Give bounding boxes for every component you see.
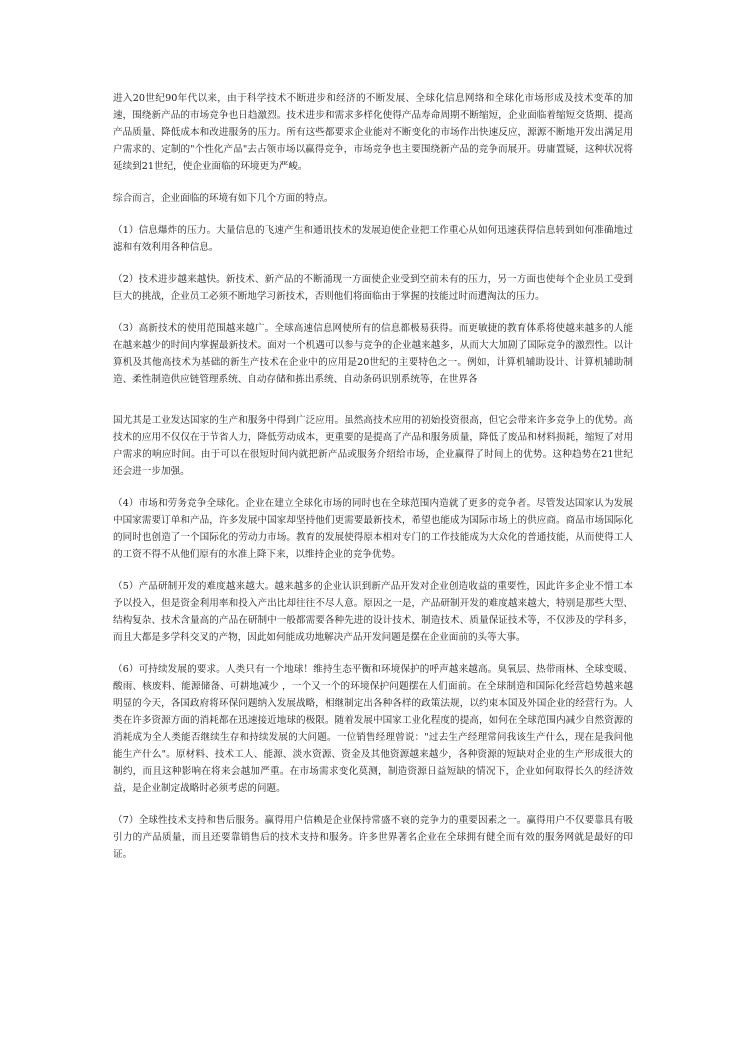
document-body: [113, 90, 633, 863]
paragraph-point-3-part-1: （3）高新技术的使用范围越来越广。全球高速信息网使所有的信息都极易获得。而更敏捷的教育体系将使越来越多的人能在越来越少的时间内掌握最新技术。面对一个机遇可以参与竞争的企业越来越多，从而大大加剧了国际竞争的激烈性。以计算机及其他高技术为基础的新生产技术在企业中的应用是20世纪的主要特色之一。例如，计算机辅助设计、计算机辅助制造、柔性制造供应链管理系统、自动存储和拣出系统、自动条码识别系统等，在世界各: [113, 323, 633, 385]
paragraph-point-4: （4）市场和劳务竞争全球化。企业在建立全球化市场的同时也在全球范围内造就了更多的竞争者。尽管发达国家认为发展中国家需要订单和产品，许多发展中国家却坚持他们更需要最新技术，希望也能成为国际市场上的供应商。商品市场国际化的同时也创造了一个国际化的劳动力市场。教育的发展使得原本相对专门的工作技能成为大众化的普通技能，从而使得工人的工资不得不从他们原有的水准上降下来，以维持企业的竞争优势。: [113, 498, 633, 560]
paragraph-point-2: （2）技术进步越来越快。新技术、新产品的不断涌现一方面使企业受到空前未有的压力，另一方面也使每个企业员工受到巨大的挑战，企业员工必须不断地学习新技术，否则他们将面临由于掌握的技能过时而遭淘汰的压力。: [113, 274, 633, 302]
paragraph-point-3-part-2: 国尤其是工业发达国家的生产和服务中得到广泛应用。虽然高技术应用的初始投资很高，但它会带来许多竞争上的优势。高技术的应用不仅仅在于节省人力，降低劳动成本，更重要的是提高了产品和服务质量，降低了废品和材料损耗，缩短了对用户需求的响应时间。由于可以在很短时间内就把新产品或服务介绍给市场，企业赢得了时间上的优势。这种趋势在21世纪还会进一步加强。: [113, 415, 633, 477]
paragraph-point-6: （6）可持续发展的要求。人类只有一个地球！维持生态平衡和环境保护的呼声越来越高。臭氧层、热带雨林、全球变暖、酸雨、核废料、能源储备、可耕地减少 ，一个又一个的环境保护问题摆在人们面前。在全球制造和国际化经营趋势越来越明显的今天，各国政府将环保问题纳入发展战略，相继制定出各种各样的政策法规，以约束本国及外国企业的经营行为。人类在许多资源方面的消耗都在迅速接近地球的极限。随着发展中国家工业化程度的提高，如何在全球范围内减少自然资源的消耗成为全人类能否继续生存和持续发展的大问题。一位销售经理曾说："过去生产经理常问我该生产什么，现在是我问他能生产什么"。原材料、技术工人、能源、淡水资源、资金及其他资源越来越少，各种资源的短缺对企业的生产形成很大的制约，而且这种影响在将来会越加严重。在市场需求变化莫测，制造资源日益短缺的情况下，企业如何取得长久的经济效益，是企业制定战略时必须考虑的问题。: [113, 664, 633, 794]
paragraph-point-7: （7）全球性技术支持和售后服务。赢得用户信赖是企业保持常盛不衰的竞争力的重要因素之一。赢得用户不仅要靠具有吸引力的产品质量，而且还要靠销售后的技术支持和服务。许多世界著名企业在全球拥有健全而有效的服务网就是最好的印证。: [113, 815, 633, 860]
paragraph-intro: 进入20世纪90年代以来，由于科学技术不断进步和经济的不断发展、全球化信息网络和全球化市场形成及技术变革的加速，围绕新产品的市场竞争也日趋激烈。技术进步和需求多样化使得产品寿命周期不断缩短，企业面临着缩短交货期、提高产品质量、降低成本和改进服务的压力。所有这些都要求企业能对不断变化的市场作出快速反应，源源不断地开发出满足用户需求的、定制的"个性化产品"去占领市场以赢得竞争，市场竞争也主要围绕新产品的竞争而展开。毋庸置疑，这种状况将延续到21世纪，使企业面临的环境更为严峻。: [113, 93, 633, 172]
paragraph-summary: 综合而言，企业面临的环境有如下几个方面的特点。: [113, 193, 334, 204]
paragraph-point-1: （1）信息爆炸的压力。大量信息的飞速产生和通讯技术的发展迫使企业把工作重心从如何迅速获得信息转到如何准确地过滤和有效利用各种信息。: [113, 225, 633, 253]
paragraph-point-5: （5）产品研制开发的难度越来越大。越来越多的企业认识到新产品开发对企业创造收益的重要性，因此许多企业不惜工本予以投入，但是资金利用率和投入产出比却往往不尽人意。原因之一是，产品研制开发的难度越来越大，特别是那些大型、结构复杂、技术含量高的产品在研制中一般都需要各种先进的设计技术、制造技术、质量保证技术等，不仅涉及的学科多，而且大都是多学科交叉的产物，因此如何能成功地解决产品开发问题是摆在企业面前的头等大事。: [113, 581, 633, 643]
